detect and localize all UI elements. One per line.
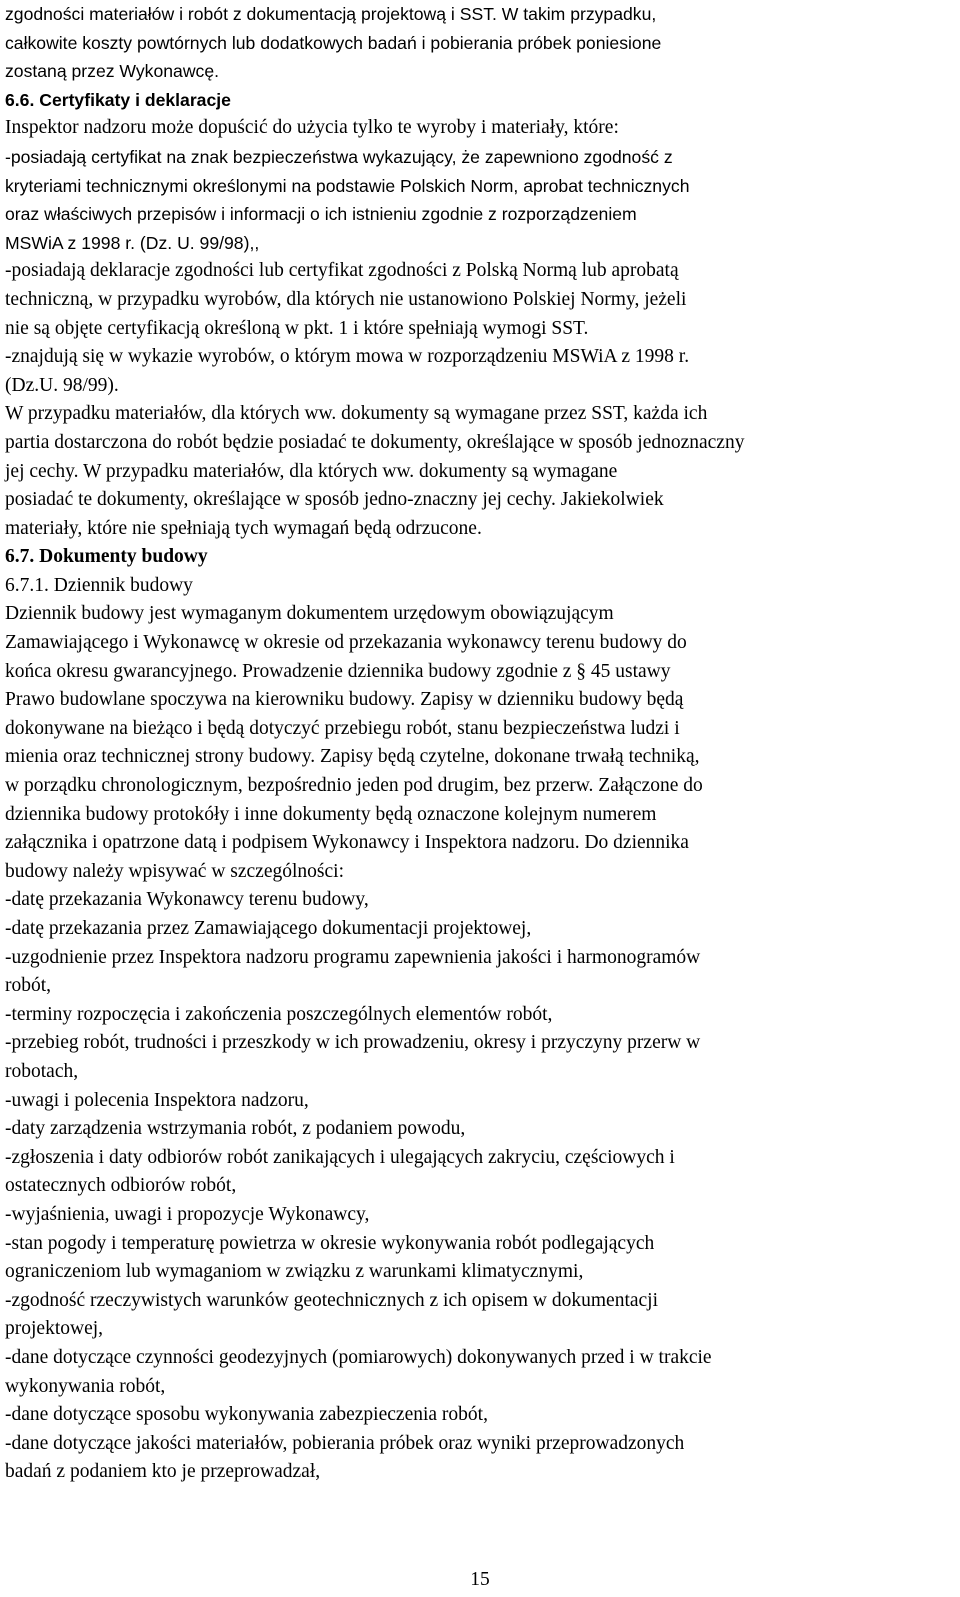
text-line: -daty zarządzenia wstrzymania robót, z podaniem powodu, <box>5 1118 466 1140</box>
text-line: Prawo budowlane spoczywa na kierowniku budowy. Zapisy w dzienniku budowy będą <box>5 689 684 711</box>
text-line: badań z podaniem kto je przeprowadzał, <box>5 1461 321 1483</box>
text-line: jej cechy. W przypadku materiałów, dla których ww. dokumenty są wymagane <box>5 460 618 482</box>
text-line: Inspektor nadzoru może dopuścić do użycia tylko te wyroby i materiały, które: <box>5 117 619 139</box>
section-heading: 6.7. Dokumenty budowy <box>5 546 208 568</box>
text-line: materiały, które nie spełniają tych wymagań będą odrzucone. <box>5 517 482 539</box>
text-line: -posiadają deklaracje zgodności lub certyfikat zgodności z Polską Normą lub aprobatą <box>5 260 679 282</box>
text-line: -zgodność rzeczywistych warunków geotechnicznych z ich opisem w dokumentacji <box>5 1289 659 1311</box>
text-line: -uwagi i polecenia Inspektora nadzoru, <box>5 1089 309 1111</box>
document-body <box>5 0 955 1487</box>
text-line: budowy należy wpisywać w szczególności: <box>5 860 344 882</box>
text-line: Dziennik budowy jest wymaganym dokumentem urzędowym obowiązującym <box>5 603 614 625</box>
text-line: -stan pogody i temperaturę powietrza w okresie wykonywania robót podlegających <box>5 1232 655 1254</box>
text-line: robót, <box>5 975 52 997</box>
text-line: (Dz.U. 98/99). <box>5 374 119 396</box>
text-line: -datę przekazania Wykonawcy terenu budowy, <box>5 889 369 911</box>
text-line: ostatecznych odbiorów robót, <box>5 1175 237 1197</box>
text-line: -dane dotyczące sposobu wykonywania zabezpieczenia robót, <box>5 1404 488 1426</box>
text-line: nie są objęte certyfikacją określoną w pkt. 1 i które spełniają wymogi SST. <box>5 317 589 339</box>
text-line: końca okresu gwarancyjnego. Prowadzenie dziennika budowy zgodnie z § 45 ustawy <box>5 660 671 682</box>
text-line: Zamawiającego i Wykonawcę w okresie od przekazania wykonawcy terenu budowy do <box>5 632 687 654</box>
text-line: -posiadają certyfikat na znak bezpieczeństwa wykazujący, że zapewniono zgodność z <box>5 146 673 167</box>
text-line: zgodności materiałów i robót z dokumentacją projektową i SST. W takim przypadku, <box>5 4 657 24</box>
text-line: -dane dotyczące czynności geodezyjnych (pomiarowych) dokonywanych przed i w trakcie <box>5 1346 712 1368</box>
text-line: dziennika budowy protokóły i inne dokumenty będą oznaczone kolejnym numerem <box>5 803 657 825</box>
document-page <box>5 0 955 1487</box>
text-line: -zgłoszenia i daty odbiorów robót zanikających i ulegających zakryciu, częściowych i <box>5 1146 675 1168</box>
text-line: ograniczeniom lub wymaganiom w związku z warunkami klimatycznymi, <box>5 1261 584 1283</box>
text-line: techniczną, w przypadku wyrobów, dla których nie ustanowiono Polskiej Normy, jeżeli <box>5 288 687 310</box>
text-line: 6.7.1. Dziennik budowy <box>5 574 193 596</box>
text-line: posiadać te dokumenty, określające w sposób jedno-znaczny jej cechy. Jakiekolwiek <box>5 489 664 511</box>
text-line: robotach, <box>5 1060 79 1082</box>
text-line: MSWiA z 1998 r. (Dz. U. 99/98),, <box>5 232 260 253</box>
page-number: 15 <box>470 1569 490 1590</box>
text-line: -datę przekazania przez Zamawiającego dokumentacji projektowej, <box>5 918 532 939</box>
text-line: oraz właściwych przepisów i informacji o ich istnieniu zgodnie z rozporządzeniem <box>5 204 637 225</box>
section-heading: 6.6. Certyfikaty i deklaracje <box>5 89 231 110</box>
text-line: kryteriami technicznymi określonymi na podstawie Polskich Norm, aprobat technicznych <box>5 175 690 196</box>
text-line: -terminy rozpoczęcia i zakończenia poszczególnych elementów robót, <box>5 1003 553 1025</box>
text-line: -przebieg robót, trudności i przeszkody w ich prowadzeniu, okresy i przyczyny przerw w <box>5 1032 701 1054</box>
text-line: -uzgodnienie przez Inspektora nadzoru programu zapewnienia jakości i harmonogramów <box>5 946 701 968</box>
text-line: -wyjaśnienia, uwagi i propozycje Wykonawcy, <box>5 1203 370 1225</box>
text-line: w porządku chronologicznym, bezpośrednio jeden pod drugim, bez przerw. Załączone do <box>5 775 703 797</box>
text-line: dokonywane na bieżąco i będą dotyczyć przebiegu robót, stanu bezpieczeństwa ludzi i <box>5 717 680 739</box>
text-line: partia dostarczona do robót będzie posiadać te dokumenty, określające w sposób jednoznaczny <box>5 431 745 453</box>
text-line: -znajdują się w wykazie wyrobów, o którym mowa w rozporządzeniu MSWiA z 1998 r. <box>5 346 690 368</box>
text-line: -dane dotyczące jakości materiałów, pobierania próbek oraz wyniki przeprowadzonych <box>5 1432 685 1454</box>
text-line: całkowite koszty powtórnych lub dodatkowych badań i pobierania próbek poniesione <box>5 32 662 53</box>
text-line: projektowej, <box>5 1318 104 1340</box>
text-line: wykonywania robót, <box>5 1375 166 1397</box>
text-line: zostaną przez Wykonawcę. <box>5 61 219 82</box>
text-line: załącznika i opatrzone datą i podpisem Wykonawcy i Inspektora nadzoru. Do dziennika <box>5 832 689 854</box>
text-line: W przypadku materiałów, dla których ww. dokumenty są wymagane przez SST, każda ich <box>5 403 708 425</box>
text-line: mienia oraz technicznej strony budowy. Zapisy będą czytelne, dokonane trwałą techniką, <box>5 746 700 768</box>
